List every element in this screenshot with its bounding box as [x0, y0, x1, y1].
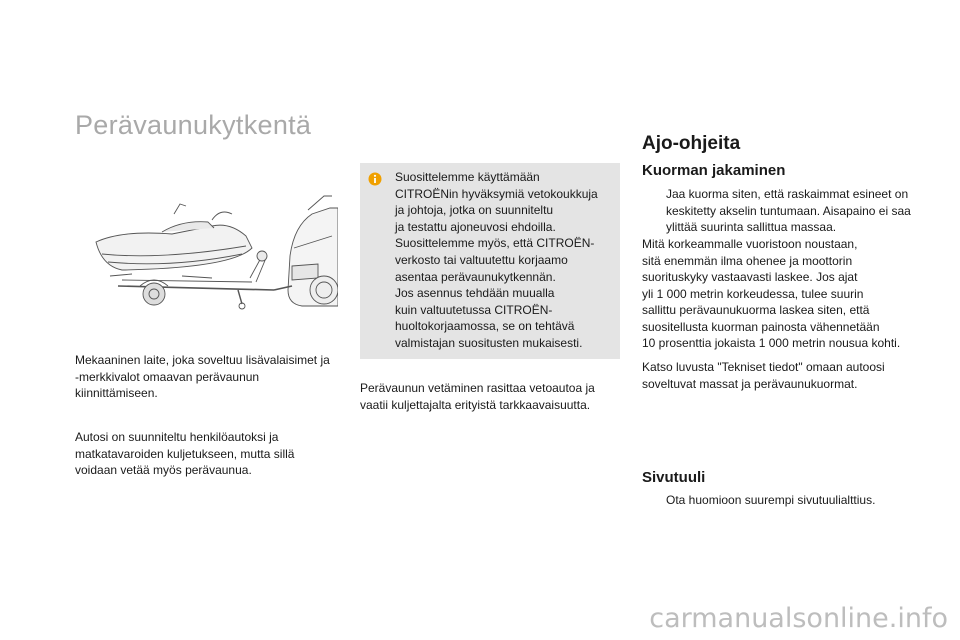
technical-data-paragraph: Katso luvusta "Tekniset tiedot" omaan autoosi soveltuvat massat ja perävaunukuormat. [642, 360, 885, 391]
watermark: carmanualsonline.info [649, 603, 948, 634]
load-distribution-heading: Kuorman jakaminen [642, 162, 786, 179]
vehicle-usage-paragraph: Autosi on suunniteltu henkilöautoksi ja matkatavaroiden kuljetukseen, mutta sillä voidaan vetää myös perävaunua. [75, 430, 295, 477]
info-box [360, 163, 620, 359]
info-icon [368, 172, 382, 186]
intro-paragraph: Mekaaninen laite, joka soveltuu lisävalaisimet ja -merkkivalot omaavan perävaunun kiinnittämiseen. [75, 353, 330, 400]
crosswind-heading: Sivutuuli [642, 469, 706, 486]
jetski-trailer-illustration [62, 186, 338, 318]
driving-tips-heading: Ajo-ohjeita [642, 133, 741, 154]
info-box-text: Suosittelemme käyttämään CITROËNin hyväksymiä vetokoukkuja ja johtoja, jotka on suunniteltu ja testattu ajoneuvosi ehdoilla. Suosittelemme myös, että CITROËN- verkosto tai valtuutettu korjaamo asentaa perävaunukytkennän. Jos asennus tehdään muualla kuin valtuutetussa CITROËN- huoltokorjaamossa, se on tehtävä valmistajan suositusten mukaisesti. [395, 170, 598, 350]
page-title: Perävaunukytkentä [75, 110, 312, 141]
crosswind-bullet-text: Ota huomioon suurempi sivutuulialttius. [666, 493, 876, 507]
crosswind-bullet [642, 492, 912, 509]
altitude-paragraph: Mitä korkeammalle vuoristoon noustaan, sitä enemmän ilma ohenee ja moottorin suorituskyky vastaavasti laskee. Jos ajat yli 1 000 metrin korkeudessa, tulee suurin sallittu perävaunukuorma laskea siten, että suositellusta kuorman painosta vähennetään 10 prosenttia jokaista 1 000 metrin nousua kohti. [642, 237, 901, 350]
load-bullet [642, 186, 912, 236]
towing-strain-paragraph: Perävaunun vetäminen rasittaa vetoautoa ja vaatii kuljettajalta erityistä tarkkaavaisuutta. [360, 381, 595, 412]
load-bullet-text: Jaa kuorma siten, että raskaimmat esineet on keskitetty akselin tuntumaan. Aisapaino ei saa ylittää suurinta sallittua massaa. [666, 187, 911, 234]
